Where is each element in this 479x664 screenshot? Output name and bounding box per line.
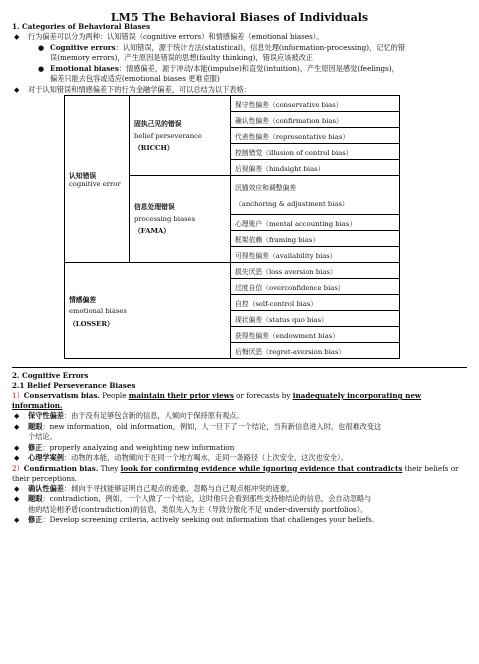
bullet-confirmation-meaning: ◆ 确认性偏差：倾向于寻找能够证明自己观点的迹象，忽略与自己观点相冲突的迹象。 — [14, 483, 294, 493]
bullet-confirmation-correction: ◆ 修正：Develop screening criteria, actively seeking out information that challenges your beliefs. — [14, 515, 375, 524]
table-cell-bias: 过度自信（overconfidence bias） — [231, 279, 400, 295]
bullet-conservatism-meaning: ◆ 保守性偏差：由于没有足够包含新的信息，人倾向于保持原有观点。 — [14, 411, 244, 420]
dot-bullet-icon: ● — [38, 43, 45, 52]
diamond-bullet-icon: ◆ — [14, 412, 20, 420]
table-cell-bias: 保守性偏差（conservative bias） — [231, 96, 400, 112]
table-cell-bias: 代表性偏差（representative bias） — [231, 128, 400, 144]
diamond-bullet-icon: ◆ — [14, 33, 20, 41]
bullet-table-intro: ◆ 对于认知错误和情感偏差下的行为金融学偏差，可以总结为以下表格： — [14, 84, 251, 94]
table-cell-bias: 自控（self-control bias） — [231, 295, 400, 311]
section-heading-categories: 1. Categories of Behavioral Biases — [12, 22, 151, 31]
cell-emotional-biases: 情感偏差 emotional biases （LOSSER） — [65, 263, 231, 359]
cell-processing-biases: 信息处理错误 processing biases （FAMA） — [130, 176, 231, 263]
sub-bullet-cognitive-errors: ● Cognitive errors：认知错误，源于统计方法(statistical)、信息处理(information-processing)，记忆的错 误(memory errors)，产生原因是错误的思想(faulty thinking)，错误应该被改正 — [38, 42, 406, 62]
page-title: LM5 The Behavioral Biases of Individuals — [110, 11, 369, 24]
diamond-bullet-icon: ◆ — [14, 443, 20, 452]
table-cell-bias: 损失厌恶（loss aversion bias） — [231, 263, 400, 279]
diamond-bullet-icon: ◆ — [14, 484, 20, 493]
table-cell-bias: 后视偏差（hindsight bias） — [231, 160, 400, 176]
table-cell-bias: 获得性偏差（endowment bias） — [231, 327, 400, 343]
dot-bullet-icon: ● — [38, 64, 45, 73]
table-cell-bias: 框架依赖（framing bias） — [231, 231, 400, 247]
bias-categories-table — [64, 95, 400, 359]
bullet-conservatism-correction: ◆ 修正：properly analyzing and weighting new information — [14, 442, 235, 452]
diamond-bullet-icon: ◆ — [14, 454, 20, 462]
table-cell-bias: 可得性偏差（availability bias） — [231, 247, 400, 263]
bullet-conservatism-keywords: ◆ 题眼：new information，old information，例如，人一旦下了一个结论，当有新信息进入时，也很难改变这 个结论。 — [14, 421, 382, 441]
bullet-two-types: ◆ 行为偏差可以分为两种：认知错误（cognitive errors）和情感偏差（emotional biases）。 — [14, 32, 324, 41]
cell-cognitive-error: 认知错误 cognitive error — [65, 96, 130, 263]
table-cell-bias: 控制错觉（illusion of control bias） — [231, 144, 400, 160]
table-cell-bias: 确认性偏差（confirmation bias） — [231, 112, 400, 128]
subsection-heading-belief-perseverance: 2.1 Belief Perseverance Biases — [12, 381, 136, 390]
sub-bullet-emotional-biases: ● Emotional biases：情感偏差，源于冲动/本能(impulse)和直觉(intuition)，产生原因是感觉(feelings)， 偏差只能去包容或适应(emotional biases 更难克服) — [38, 63, 399, 83]
table-cell-bias-anchoring: 沉锚效应和调整偏差 （anchoring & adjustment bias） — [231, 176, 400, 215]
table-cell-bias: 心理账户（mental accounting bias） — [231, 215, 400, 231]
table-cell-bias: 后悔厌恶（regret-aversion bias） — [231, 343, 400, 359]
diamond-bullet-icon: ◆ — [14, 516, 20, 524]
diamond-bullet-icon: ◆ — [14, 495, 20, 503]
section-divider — [12, 367, 467, 368]
bullet-confirmation-keywords: ◆ 题眼：contradiction，例如，一个人做了一个结论，这时他只会看到那些支持他结论的信息，会自动忽略与 他的结论相矛盾(contradiction)的信息，类似先入为主（导致分散化不足 under-diversify portfolios）。 — [14, 494, 372, 514]
bullet-conservatism-case: ◆ 心理学案例：动物的本能，动物倾向于在同一个地方喝水，走同一条路径（上次安全，这次也安全）。 — [14, 453, 348, 462]
confirmation-bias-definition: 2）Confirmation bias. They look for confirming evidence while ignoring evidence that contradicts their beliefs or their perceptions. — [12, 463, 459, 483]
diamond-bullet-icon: ◆ — [14, 85, 20, 94]
section-heading-cognitive-errors: 2. Cognitive Errors — [12, 371, 89, 380]
diamond-bullet-icon: ◆ — [14, 422, 20, 431]
cell-belief-perseverance: 固执己见的错误 belief perseverance （RICCH） — [130, 96, 231, 176]
conservatism-bias-definition: 1）Conservatism bias. People maintain their prior views or forecasts by inadequately incorporating new information. — [12, 391, 422, 410]
table-cell-bias: 现状偏差（status quo bias） — [231, 311, 400, 327]
